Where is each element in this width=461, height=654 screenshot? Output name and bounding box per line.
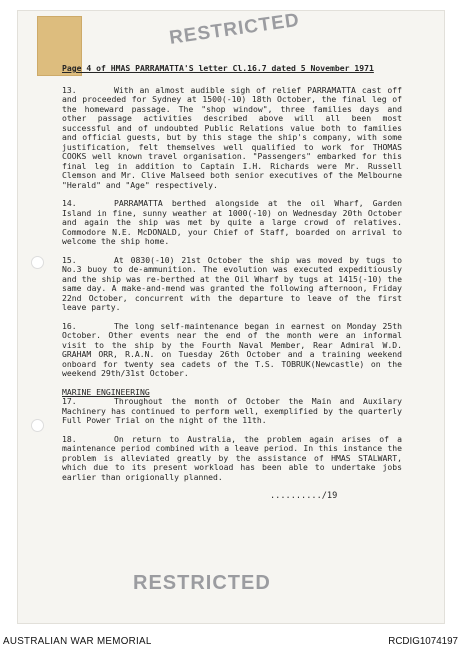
punch-hole-lower — [31, 419, 44, 432]
paragraph-number: 13. — [62, 84, 77, 95]
paragraph-text: Throughout the month of October the Main and Auxilary Machinery has continued to perform well, exemplified by the quarterly Full Power Trial on the night of the 11th. — [62, 396, 402, 425]
paragraph-number: 15. — [62, 254, 77, 265]
page-header: Page 4 of HMAS PARRAMATTA'S letter Cl.16.7 dated 5 November 1971 — [62, 63, 374, 73]
restricted-stamp-top: RESTRICTED — [168, 9, 302, 49]
letter-body — [62, 64, 402, 491]
paragraph-text: At 0830(-10) 21st October the ship was moved by tugs to No.3 buoy to de-ammunition. The evolution was executed expeditiously and the ship was re-berthed at the Oil Wharf by tugs at 1415(-10) the same day. A make-and-mend was granted the following afternoon, Friday 22nd October, concurrent with the departure to leave of the first leave party. — [62, 254, 402, 312]
paragraph-17 — [62, 397, 402, 426]
punch-hole-upper — [31, 256, 44, 269]
continuation-page-ref: ........../19 — [270, 491, 338, 501]
paragraph-text: With an almost audible sigh of relief PARRAMATTA cast off and proceeded for Sydney at 1500(-10) 18th October, the final leg of the homeward passage. The "shop window", three families days and other passage activities described above will all been most successful and of undoubted Public Relations value both to families and official guests, but by this stage the ship's company, with some justification, felt themselves well qualified to work for THOMAS COOKS well known travel organisation. "Passengers" embarked for this final leg in addition to Captain I.H. Richards were Mr. Russell Clemson and Mr. Clive Malseed both senior executives of the Melbourne "Herald" and "Age" respectively. — [62, 84, 402, 190]
paragraph-text: PARRAMATTA berthed alongside at the oil Wharf, Garden Island in fine, sunny weather at 1000(-10) on Wednesday 20th October and again the ship was met by quite a large crowd of relatives. Commodore N.E. McDONALD, your Chief of Staff, boarded on arrival to welcome the ship home. — [62, 198, 402, 246]
paragraph-13 — [62, 86, 402, 191]
paragraph-text: The long self-maintenance began in earnest on Monday 25th October. Other events near the end of the month were an informal visit to the ship by the Fourth Naval Member, Rear Admiral W.D. GRAHAM ORR, R.A.N. on Tuesday 26th October and a training weekend onboard for twenty sea cadets of the T.S. TOBRUK(Newcastle) on the weekend 29th/31st October. — [62, 320, 402, 378]
paragraph-18 — [62, 435, 402, 483]
paragraph-text: On return to Australia, the problem again arises of a maintenance period combined with a leave period. In this instance the problem is alleviated greatly by the assistance of HMAS STALWART, which due to its present workload has been able to undertake jobs earlier than origionally planned. — [62, 433, 402, 482]
restricted-stamp-bottom: RESTRICTED — [133, 572, 271, 594]
paragraph-number: 16. — [62, 320, 77, 331]
footer-record-id: RCDIG1074197 — [388, 636, 458, 647]
paragraph-number: 18. — [62, 433, 77, 444]
paragraph-14 — [62, 199, 402, 247]
footer-source: AUSTRALIAN WAR MEMORIAL — [3, 636, 152, 647]
paragraph-15 — [62, 256, 402, 313]
paragraph-number: 14. — [62, 198, 77, 208]
paragraph-number: 17. — [62, 396, 77, 406]
section-heading: MARINE ENGINEERING — [62, 386, 150, 397]
paragraph-16 — [62, 322, 402, 379]
